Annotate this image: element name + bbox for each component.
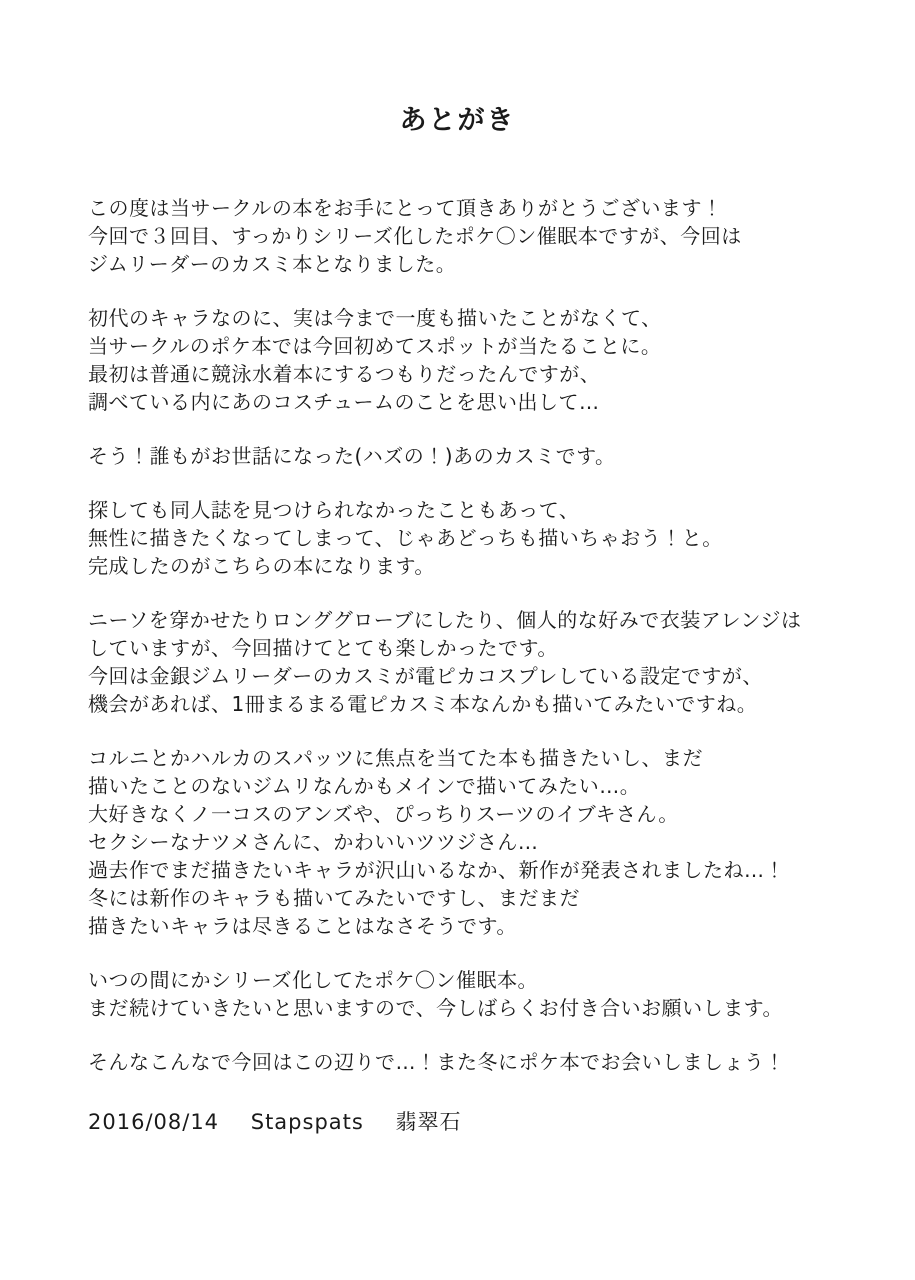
author-name: 翡翠石 xyxy=(395,1110,462,1134)
text-line: 今回で３回目、すっかりシリーズ化したポケ〇ン催眠本ですが、今回は xyxy=(88,224,742,248)
text-line: そんなこんなで今回はこの辺りで…！また冬にポケ本でお会いしましょう！ xyxy=(88,1050,785,1074)
text-line: していますが、今回描けてとても楽しかったです。 xyxy=(88,636,558,660)
text-line: 当サークルのポケ本では今回初めてスポットが当たることに。 xyxy=(88,334,662,358)
text-line: まだ続けていきたいと思いますので、今しばらくお付き合いお願いします。 xyxy=(88,996,783,1020)
text-line: そう！誰もがお世話になった(ハズの！)あのカスミです。 xyxy=(88,444,616,468)
paragraph xyxy=(88,194,875,278)
text-line: ジムリーダーのカスミ本となりました。 xyxy=(88,252,457,276)
page-title: あとがき xyxy=(399,105,516,136)
text-line: 描いたことのないジムリなんかもメインで描いてみたい…。 xyxy=(88,774,641,798)
publication-date: 2016/08/14 xyxy=(88,1110,220,1134)
paragraph xyxy=(88,304,875,416)
paragraph xyxy=(88,442,875,470)
text-line: 冬には新作のキャラも描いてみたいですし、まだまだ xyxy=(88,886,580,910)
colophon-line xyxy=(88,1108,875,1136)
text-line: コルニとかハルカのスパッツに焦点を当てた本も描きたいし、まだ xyxy=(88,746,703,770)
text-line: いつの間にかシリーズ化してたポケ〇ン催眠本。 xyxy=(88,968,538,992)
text-line: 探しても同人誌を見つけられなかったこともあって、 xyxy=(88,498,580,522)
text-line: 過去作でまだ描きたいキャラが沢山いるなか、新作が発表されましたね…！ xyxy=(88,858,785,882)
text-line: 無性に描きたくなってしまって、じゃあどっちも描いちゃおう！と。 xyxy=(88,526,723,550)
paragraph xyxy=(88,744,875,940)
text-line: 調べている内にあのコスチュームのことを思い出して… xyxy=(88,390,600,414)
paragraph xyxy=(88,496,875,580)
paragraph xyxy=(88,606,875,718)
text-line: この度は当サークルの本をお手にとって頂きありがとうございます！ xyxy=(88,196,723,220)
paragraph xyxy=(88,1048,875,1076)
text-line: ニーソを穿かせたりロンググローブにしたり、個人的な好みで衣装アレンジは xyxy=(88,608,802,632)
text-line: 機会があれば、1冊まるまる電ピカスミ本なんかも描いてみたいですね。 xyxy=(88,692,758,716)
text-line: 描きたいキャラは尽きることはなさそうです。 xyxy=(88,914,517,938)
text-line: 大好きなくノ一コスのアンズや、ぴっちりスーツのイブキさん。 xyxy=(88,802,679,826)
text-line: 最初は普通に競泳水着本にするつもりだったんですが、 xyxy=(88,362,601,386)
body-text xyxy=(88,194,875,1076)
text-line: セクシーなナツメさんに、かわいいツツジさん… xyxy=(88,830,539,854)
circle-name: Stapspats xyxy=(250,1110,364,1134)
text-line: 初代のキャラなのに、実は今まで一度も描いたことがなくて、 xyxy=(88,306,662,330)
paragraph xyxy=(88,966,875,1022)
text-line: 今回は金銀ジムリーダーのカスミが電ピカコスプレしている設定ですが、 xyxy=(88,664,763,688)
text-line: 完成したのがこちらの本になります。 xyxy=(88,554,435,578)
